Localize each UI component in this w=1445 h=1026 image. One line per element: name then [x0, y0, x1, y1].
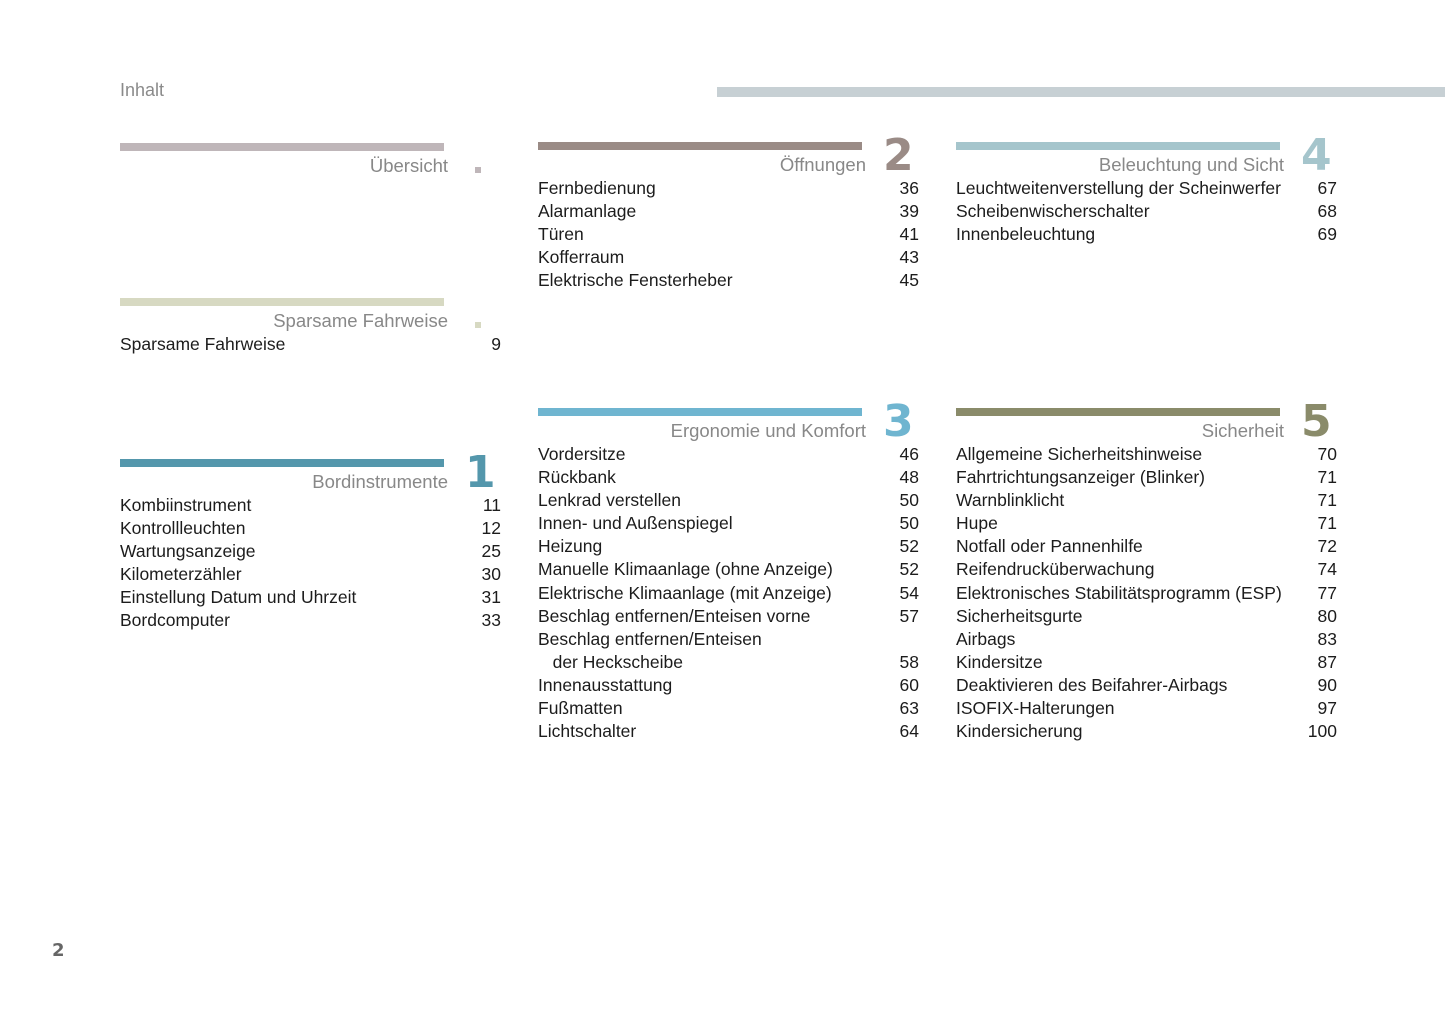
- toc-entry-page: 67: [1317, 178, 1337, 198]
- toc-entry-label: Vordersitze: [538, 444, 626, 464]
- toc-entry-page: 68: [1317, 201, 1337, 222]
- toc-entry-page: 25: [481, 541, 501, 562]
- section-title: Sparsame Fahrweise: [273, 310, 448, 331]
- toc-entry-label: Kontrollleuchten: [120, 518, 246, 539]
- toc-entry[interactable]: [538, 535, 919, 558]
- toc-entry[interactable]: [538, 558, 919, 581]
- toc-entry-label: Lichtschalter: [538, 721, 637, 742]
- toc-entry-page: 71: [1317, 513, 1337, 534]
- toc-entry-label: Elektronisches Stabilitätsprogramm (ESP): [956, 582, 1282, 603]
- toc-entry-label: Kindersicherung: [956, 721, 1083, 742]
- toc-entry[interactable]: [956, 558, 1337, 581]
- toc-entry-label: Alarmanlage: [538, 201, 637, 222]
- toc-entry-page: 41: [899, 224, 919, 245]
- toc-entry-page: 48: [899, 467, 919, 488]
- toc-entry[interactable]: [956, 582, 1337, 605]
- toc-entry-label: Innenausstattung: [538, 674, 673, 695]
- toc-entry[interactable]: [956, 697, 1337, 720]
- toc-entry[interactable]: [538, 200, 919, 223]
- toc-entry-label: Reifendrucküberwachung: [956, 559, 1155, 580]
- toc-entry-page: 54: [899, 582, 919, 603]
- entry-list: [120, 333, 501, 356]
- toc-entry[interactable]: [956, 651, 1337, 674]
- toc-entry-label: Beschlag entfernen/Enteisen der Heckscheibe: [538, 628, 762, 672]
- toc-entry[interactable]: [956, 720, 1337, 743]
- toc-entry[interactable]: [956, 466, 1337, 489]
- toc-entry-page: 12: [481, 518, 501, 539]
- toc-entry-label: Scheibenwischerschalter: [956, 201, 1150, 222]
- toc-entry-page: 77: [1317, 582, 1337, 603]
- toc-entry-label: Heizung: [538, 536, 603, 557]
- section-rule: [538, 142, 862, 150]
- section-number: 1: [465, 447, 496, 498]
- section-number: 2: [883, 130, 914, 181]
- toc-entry-label: Rückbank: [538, 467, 616, 488]
- toc-entry-label: Kilometerzähler: [120, 564, 242, 585]
- entry-list: [956, 443, 1337, 743]
- section-rule: [120, 143, 444, 151]
- section-rule: [120, 298, 444, 306]
- toc-entry[interactable]: [538, 697, 919, 720]
- toc-entry-page: 9: [491, 334, 501, 354]
- section-title: Sicherheit: [1201, 420, 1284, 441]
- section-title: Öffnungen: [779, 154, 866, 175]
- toc-entry[interactable]: [956, 605, 1337, 628]
- toc-entry-label: Manuelle Klimaanlage (ohne Anzeige): [538, 559, 833, 580]
- toc-entry[interactable]: [538, 246, 919, 269]
- toc-entry-page: 72: [1317, 536, 1337, 557]
- entry-list: [120, 494, 501, 633]
- toc-entry[interactable]: [120, 494, 501, 517]
- toc-entry-label: Deaktivieren des Beifahrer-Airbags: [956, 674, 1228, 695]
- toc-entry-page: 36: [899, 178, 919, 198]
- toc-entry[interactable]: [956, 177, 1337, 200]
- toc-entry-page: 80: [1317, 605, 1337, 626]
- toc-entry-page: 50: [899, 513, 919, 534]
- toc-entry-page: 43: [899, 247, 919, 268]
- toc-entry[interactable]: [956, 489, 1337, 512]
- page-number: 2: [52, 940, 65, 961]
- toc-entry-label: Hupe: [956, 513, 998, 534]
- entry-list: [538, 443, 919, 743]
- toc-entry-label: Türen: [538, 224, 584, 245]
- toc-entry-label: Bordcomputer: [120, 610, 230, 631]
- toc-entry[interactable]: [120, 517, 501, 540]
- toc-entry[interactable]: [538, 269, 919, 292]
- toc-entry[interactable]: [120, 586, 501, 609]
- toc-entry[interactable]: [538, 628, 919, 674]
- toc-entry-label: Elektrische Fensterheber: [538, 270, 733, 291]
- toc-entry[interactable]: [120, 540, 501, 563]
- toc-entry-page: 46: [899, 444, 919, 464]
- section-title: Beleuchtung und Sicht: [1098, 154, 1284, 175]
- toc-entry-page: 71: [1317, 467, 1337, 488]
- toc-entry[interactable]: [120, 609, 501, 632]
- section-rule: [956, 408, 1280, 416]
- toc-entry[interactable]: [956, 628, 1337, 651]
- toc-entry-label: Innen- und Außenspiegel: [538, 513, 733, 534]
- toc-entry[interactable]: [538, 443, 919, 466]
- section-title: Übersicht: [369, 155, 448, 176]
- section-title: Bordinstrumente: [312, 471, 448, 492]
- toc-entry-page: 64: [899, 721, 919, 742]
- section-marker: [475, 167, 481, 173]
- toc-entry[interactable]: [956, 674, 1337, 697]
- toc-entry[interactable]: [538, 674, 919, 697]
- toc-entry-page: 63: [899, 698, 919, 719]
- section-marker: [475, 322, 481, 328]
- toc-entry-label: Fernbedienung: [538, 178, 656, 198]
- toc-entry-label: Fahrtrichtungsanzeiger (Blinker): [956, 467, 1205, 488]
- toc-entry-label: Innenbeleuchtung: [956, 224, 1096, 245]
- toc-entry[interactable]: [120, 333, 501, 356]
- toc-entry-label: Lenkrad verstellen: [538, 490, 681, 511]
- section-number: 5: [1301, 396, 1332, 447]
- toc-entry-label: Kindersitze: [956, 651, 1043, 672]
- toc-entry-page: 90: [1317, 674, 1337, 695]
- toc-entry-label: Kofferraum: [538, 247, 625, 268]
- toc-entry-page: 97: [1317, 698, 1337, 719]
- toc-entry[interactable]: [538, 466, 919, 489]
- toc-entry-page: 31: [481, 587, 501, 608]
- toc-entry-page: 52: [899, 559, 919, 580]
- toc-entry-page: 70: [1317, 444, 1337, 464]
- toc-entry-label: Beschlag entfernen/Enteisen vorne: [538, 605, 811, 626]
- section-rule: [956, 142, 1280, 150]
- section-rule: [120, 459, 444, 467]
- header-rule: [717, 87, 1445, 97]
- toc-entry-label: Notfall oder Pannenhilfe: [956, 536, 1143, 557]
- toc-entry-label: Airbags: [956, 628, 1016, 649]
- toc-entry-page: 87: [1317, 651, 1337, 672]
- entry-list: [956, 177, 1337, 246]
- toc-entry[interactable]: [956, 223, 1337, 246]
- section-number: 4: [1301, 130, 1332, 181]
- toc-entry[interactable]: [956, 512, 1337, 535]
- toc-entry[interactable]: [538, 720, 919, 743]
- toc-entry-page: 52: [899, 536, 919, 557]
- toc-entry-page: 57: [899, 605, 919, 626]
- toc-entry[interactable]: [538, 582, 919, 605]
- toc-entry-label: Elektrische Klimaanlage (mit Anzeige): [538, 582, 832, 603]
- toc-entry-page: 74: [1317, 559, 1337, 580]
- toc-entry-label: ISOFIX-Halterungen: [956, 698, 1115, 719]
- toc-entry-page: 50: [899, 490, 919, 511]
- toc-entry-label: Kombiinstrument: [120, 495, 252, 515]
- entry-list: [538, 177, 919, 292]
- toc-entry[interactable]: [956, 535, 1337, 558]
- toc-entry-page: 83: [1317, 628, 1337, 649]
- toc-entry-page: 71: [1317, 490, 1337, 511]
- toc-entry-label: Leuchtweitenverstellung der Scheinwerfer: [956, 178, 1281, 198]
- toc-entry[interactable]: [956, 443, 1337, 466]
- toc-entry-label: Warnblinklicht: [956, 490, 1065, 511]
- toc-entry-label: Sicherheitsgurte: [956, 605, 1083, 626]
- toc-entry-page: 60: [899, 674, 919, 695]
- section-number: 3: [883, 396, 914, 447]
- toc-entry-page: 11: [482, 495, 501, 515]
- section-title: Ergonomie und Komfort: [670, 420, 866, 441]
- page-title: Inhalt: [120, 80, 165, 100]
- toc-entry-page: 39: [899, 201, 919, 222]
- toc-entry-label: Fußmatten: [538, 698, 623, 719]
- toc-entry-page: 33: [481, 610, 501, 631]
- toc-entry[interactable]: [956, 200, 1337, 223]
- toc-entry[interactable]: [538, 489, 919, 512]
- toc-entry[interactable]: [120, 563, 501, 586]
- toc-entry[interactable]: [538, 177, 919, 200]
- toc-entry[interactable]: [538, 512, 919, 535]
- toc-entry-page: 69: [1317, 224, 1337, 245]
- toc-entry-label: Einstellung Datum und Uhrzeit: [120, 587, 357, 608]
- toc-entry-page: 30: [481, 564, 501, 585]
- toc-entry[interactable]: [538, 605, 919, 628]
- toc-entry-page: 58: [899, 651, 919, 672]
- toc-entry-page: 45: [899, 270, 919, 291]
- toc-entry[interactable]: [538, 223, 919, 246]
- section-rule: [538, 408, 862, 416]
- toc-entry-page: 100: [1307, 721, 1337, 742]
- toc-entry-label: Wartungsanzeige: [120, 541, 256, 562]
- toc-entry-label: Allgemeine Sicherheitshinweise: [956, 444, 1203, 464]
- toc-entry-label: Sparsame Fahrweise: [120, 334, 286, 354]
